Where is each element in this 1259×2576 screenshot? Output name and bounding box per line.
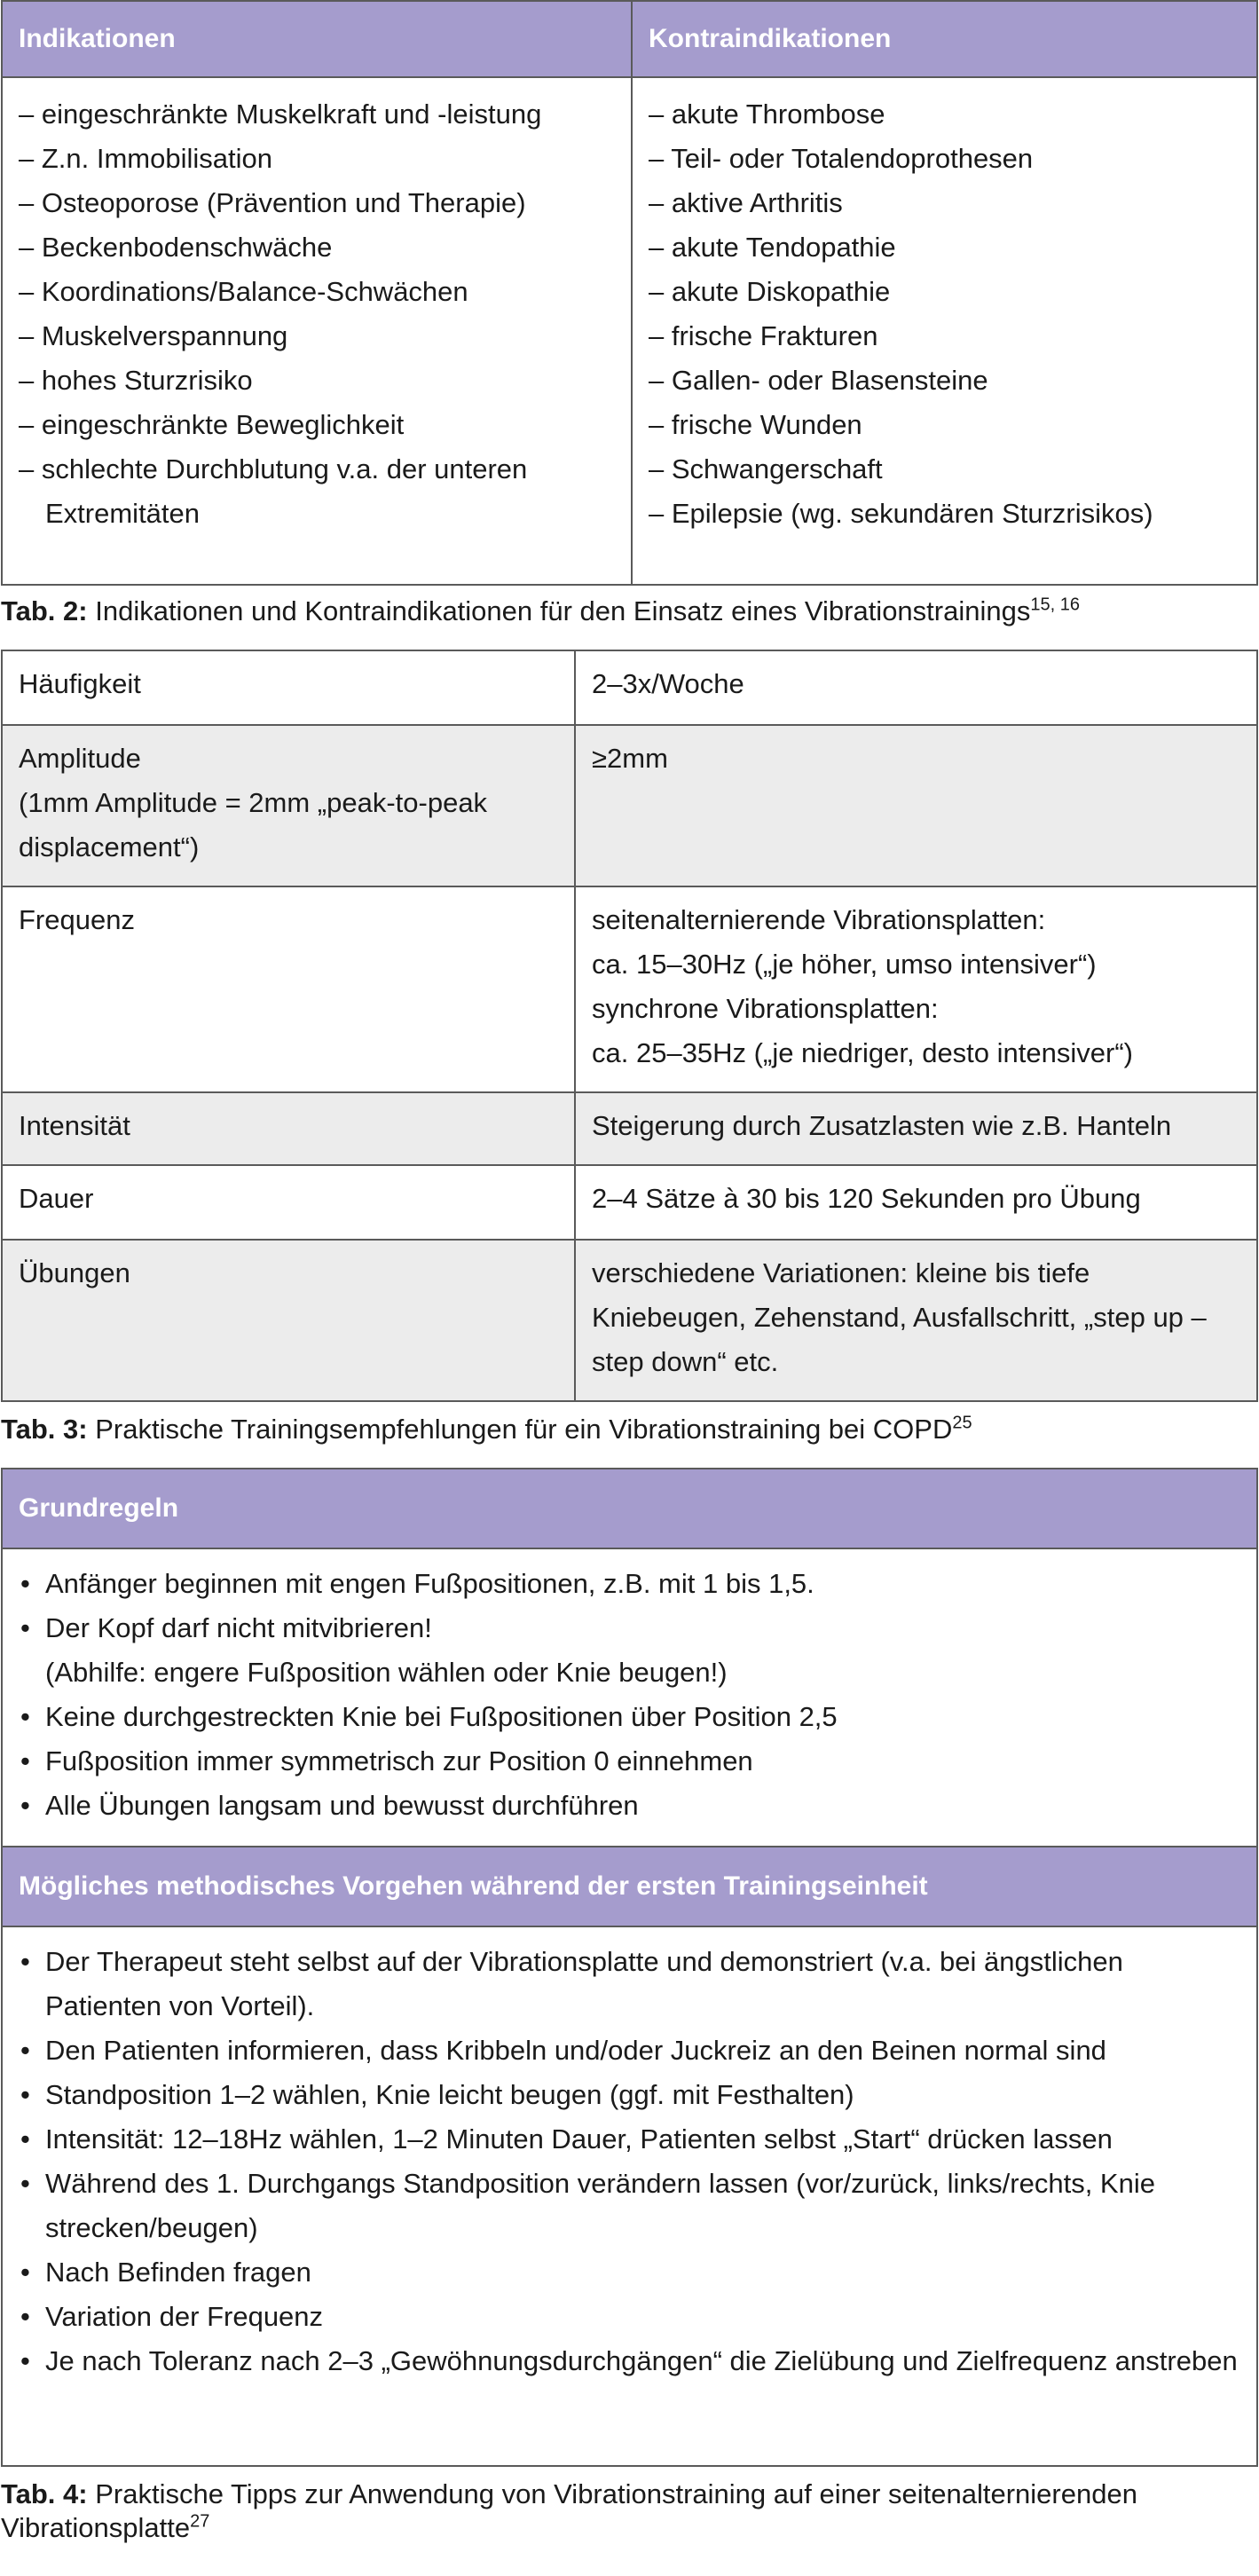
- row-value: Steigerung durch Zusatzlasten wie z.B. Hanteln: [575, 1092, 1257, 1165]
- list-item: • Den Patienten informieren, dass Kribbeln und/oder Juckreiz an den Beinen normal sind: [19, 2029, 1240, 2073]
- list-item-note: (Abhilfe: engere Fußposition wählen oder Knie beugen!): [45, 1657, 728, 1688]
- caption-text: Indikationen und Kontraindikationen für den Einsatz eines Vibrationstrainings: [87, 595, 1031, 626]
- contraindications-list: [632, 77, 1257, 585]
- list-item: – frische Wunden: [649, 409, 862, 440]
- table-training-recommendations: [1, 650, 1258, 1402]
- list-item: • Fußposition immer symmetrisch zur Position 0 einnehmen: [19, 1739, 1240, 1784]
- header-kontraindikationen: Kontraindikationen: [632, 1, 1257, 77]
- row-value: ≥2mm: [575, 725, 1257, 886]
- list-item: • Der Therapeut steht selbst auf der Vibrationsplatte und demonstriert (v.a. bei ängstlichen Patienten von Vorteil).: [19, 1940, 1240, 2029]
- list-item: – Beckenbodenschwäche: [19, 232, 333, 263]
- list-item: – Teil- oder Totalendoprothesen: [649, 143, 1034, 174]
- caption-reference: 25: [952, 1413, 972, 1433]
- table-practical-tips: [1, 1468, 1258, 2467]
- grundregeln-list: [2, 1548, 1257, 1847]
- list-item: • Intensität: 12–18Hz wählen, 1–2 Minuten Dauer, Patienten selbst „Start“ drücken lassen: [19, 2117, 1240, 2162]
- header-indikationen: Indikationen: [2, 1, 632, 77]
- list-item: • Während des 1. Durchgangs Standposition verändern lassen (vor/zurück, links/rechts, Knie strecken/beugen): [19, 2162, 1240, 2250]
- list-item: – Gallen- oder Blasensteine: [649, 365, 988, 396]
- list-item: – aktive Arthritis: [649, 187, 843, 218]
- table-indications: [1, 0, 1258, 586]
- list-item: – akute Thrombose: [649, 98, 885, 130]
- header-grundregeln: Grundregeln: [2, 1469, 1257, 1548]
- caption-label: Tab. 3:: [1, 1414, 88, 1445]
- methodisches-vorgehen-list: [2, 1926, 1257, 2466]
- row-value: verschiedene Variationen: kleine bis tiefe Kniebeugen, Zehenstand, Ausfallschritt, „step up – step down“ etc.: [575, 1240, 1257, 1401]
- caption-reference: 27: [190, 2511, 210, 2532]
- list-item: – eingeschränkte Beweglichkeit: [19, 409, 405, 440]
- row-value: 2–4 Sätze à 30 bis 120 Sekunden pro Übung: [575, 1165, 1257, 1240]
- list-item: – frische Frakturen: [649, 320, 878, 351]
- list-item: – akute Tendopathie: [649, 232, 896, 263]
- list-item: – Osteoporose (Prävention und Therapie): [19, 187, 526, 218]
- table-2-caption: [0, 595, 1259, 650]
- list-item: • Keine durchgestreckten Knie bei Fußpositionen über Position 2,5: [19, 1695, 1240, 1739]
- row-value: 2–3x/Woche: [575, 650, 1257, 725]
- list-item: • Der Kopf darf nicht mitvibrieren!: [19, 1606, 1240, 1650]
- table-4-caption: [0, 2478, 1259, 2545]
- caption-text: Praktische Trainingsempfehlungen für ein Vibrationstraining bei COPD: [87, 1414, 953, 1445]
- list-item: • Anfänger beginnen mit engen Fußpositionen, z.B. mit 1 bis 1,5.: [19, 1562, 1240, 1606]
- list-item: • Standposition 1–2 wählen, Knie leicht beugen (ggf. mit Festhalten): [19, 2073, 1240, 2117]
- caption-reference: 15, 16: [1030, 595, 1080, 615]
- row-label: Übungen: [2, 1240, 575, 1401]
- list-item: – Schwangerschaft: [649, 453, 883, 484]
- row-label: Amplitude (1mm Amplitude = 2mm „peak-to-peak displacement“): [2, 725, 575, 886]
- caption-label: Tab. 2:: [1, 595, 88, 626]
- list-item: • Je nach Toleranz nach 2–3 „Gewöhnungsdurchgängen“ die Zielübung und Zielfrequenz anstreben: [19, 2339, 1240, 2383]
- list-item: • Alle Übungen langsam und bewusst durchführen: [19, 1784, 1240, 1828]
- row-label: Frequenz: [2, 886, 575, 1092]
- list-item: – akute Diskopathie: [649, 276, 891, 307]
- header-methodisches-vorgehen: Mögliches methodisches Vorgehen während der ersten Trainingseinheit: [2, 1847, 1257, 1926]
- row-label: Häufigkeit: [2, 650, 575, 725]
- list-item: • Nach Befinden fragen: [19, 2250, 1240, 2295]
- list-item: • Variation der Frequenz: [19, 2295, 1240, 2339]
- list-item: – schlechte Durchblutung v.a. der unteren Extremitäten: [19, 453, 528, 529]
- caption-label: Tab. 4:: [1, 2478, 88, 2509]
- row-value: seitenalternierende Vibrationsplatten: ca. 15–30Hz („je höher, umso intensiver“) synchrone Vibrationsplatten: ca. 25–35Hz („je niedriger, desto intensiver“): [575, 886, 1257, 1092]
- list-item: – Muskelverspannung: [19, 320, 288, 351]
- list-item: – Epilepsie (wg. sekundären Sturzrisikos): [649, 498, 1153, 529]
- table-3-caption: [0, 1413, 1259, 1468]
- list-item: – Koordinations/Balance-Schwächen: [19, 276, 468, 307]
- list-item: – Z.n. Immobilisation: [19, 143, 272, 174]
- list-item: – eingeschränkte Muskelkraft und -leistung: [19, 98, 542, 130]
- list-item: – hohes Sturzrisiko: [19, 365, 253, 396]
- caption-text: Praktische Tipps zur Anwendung von Vibrationstraining auf einer seitenalternierenden Vibrationsplatte: [1, 2478, 1137, 2543]
- row-label: Intensität: [2, 1092, 575, 1165]
- indications-list: [2, 77, 632, 585]
- row-label: Dauer: [2, 1165, 575, 1240]
